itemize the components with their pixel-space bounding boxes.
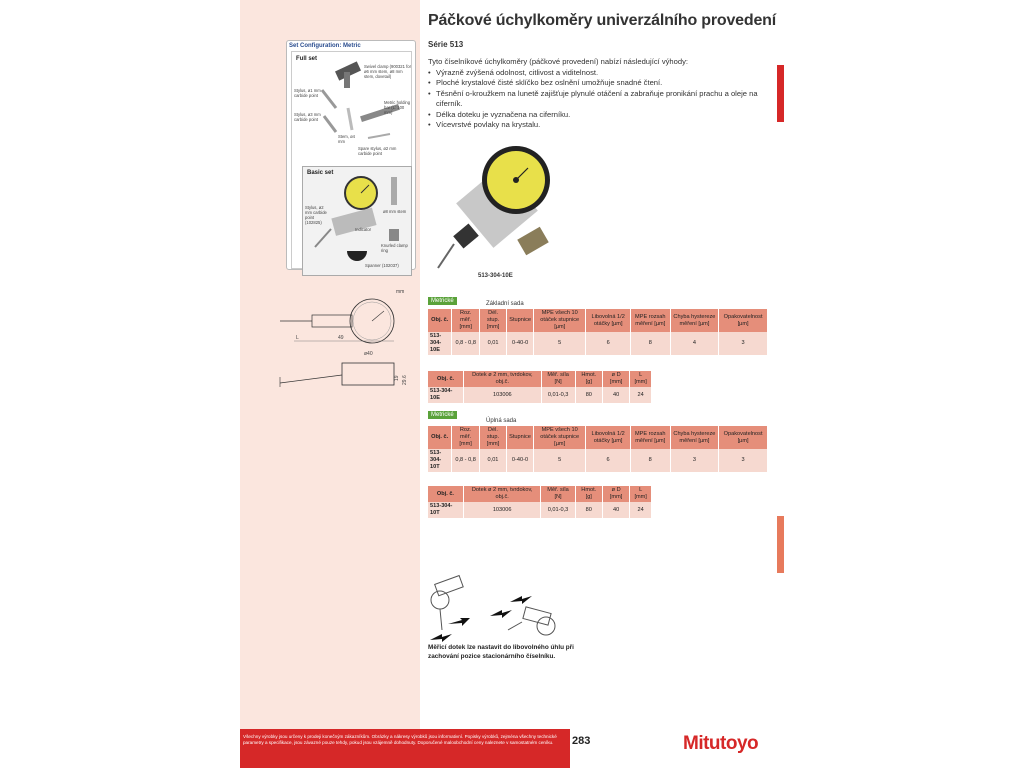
col-diameter: ø D [mm] <box>602 371 629 387</box>
col-stylus: Dotek ø 2 mm, tvrdokov, obj.č. <box>463 486 541 502</box>
col-range: Roz. měř. [mm] <box>452 309 480 332</box>
cell: 0-40-0 <box>507 449 534 472</box>
feature-item: • Vícevrstvé povlaky na krystalu. <box>428 120 773 131</box>
rotation-illustration <box>428 572 568 642</box>
col-scale: Stupnice <box>507 426 534 449</box>
basic-sub-table <box>428 371 652 403</box>
cell: 3 <box>719 332 768 355</box>
col-order-no: Obj. č. <box>428 371 464 387</box>
dim-d40: ø40 <box>364 351 373 357</box>
label-stylus-1: Stylus, ø1 mm carbide point <box>294 88 321 98</box>
feature-item: • Délka doteku je vyznačena na ciferníku. <box>428 110 773 121</box>
col-mpe-range: MPE rozsah měření [µm] <box>630 309 670 332</box>
cell: 513-304-10T <box>428 449 452 472</box>
cell: 0,01-0,3 <box>541 387 575 403</box>
col-half-rev: Libovolná 1/2 otáčky [µm] <box>586 309 630 332</box>
col-graduation: Dél. stup. [mm] <box>479 309 506 332</box>
label-stylus-2: Stylus, ø2 mm carbide point (102825) <box>305 205 327 225</box>
label-knurled-ring: Knurled clamp ring <box>381 243 408 253</box>
page-number: 283 <box>572 735 591 747</box>
series-label: Série 513 <box>428 40 464 49</box>
dim-49: 49 <box>338 335 344 341</box>
feature-list <box>428 68 773 131</box>
cell: 24 <box>630 387 652 403</box>
col-hysteresis: Chyba hystereze měření [µm] <box>670 426 719 449</box>
full-spec-table <box>428 426 768 472</box>
full-sub-table <box>428 486 652 518</box>
cell: 103006 <box>463 502 541 518</box>
cell: 5 <box>533 449 586 472</box>
basic-spec-table <box>428 309 768 355</box>
col-force: Měř. síla [N] <box>541 486 575 502</box>
col-order-no: Obj. č. <box>428 309 452 332</box>
cell: 3 <box>719 449 768 472</box>
cell: 3 <box>670 449 719 472</box>
label-holding-bar: Metric holding bar (L: 100 mm) <box>384 100 411 115</box>
footer-disclaimer: Všechny výrobky jsou určeny k prodeji konečným zákazníkům. Obrázky a nákresy výrobků jsou informativní. Popisky výrobků, zejména všechny technické parametry a specifikace, jsou závazné pouze tehdy, pokud jsou vzájemně dohodnuty. Doporučené maloobchodní ceny naleznete v samostatném ceníku. <box>243 734 557 745</box>
col-length: L [mm] <box>630 486 652 502</box>
product-photo <box>428 140 558 270</box>
product-label: 513-304-10E <box>478 273 513 279</box>
cell: 0-40-0 <box>507 332 534 355</box>
col-length: L [mm] <box>630 371 652 387</box>
table-row <box>428 387 652 403</box>
full-set-name: Úplná sada <box>486 418 517 424</box>
cell: 0,01-0,3 <box>541 502 575 518</box>
label-stem: Stem, ø4 mm <box>338 134 355 144</box>
table-header-row <box>428 309 768 332</box>
col-half-rev: Libovolná 1/2 otáčky [µm] <box>586 426 630 449</box>
label-stylus-3: Stylus, ø3 mm carbide point <box>294 112 321 122</box>
col-order-no: Obj. č. <box>428 486 463 502</box>
feature-item: • Ploché krystalové čisté sklíčko bez oslnění umožňuje snadné čtení. <box>428 78 773 89</box>
label-stem-8: ø8 mm stem <box>383 209 407 214</box>
cell: 6 <box>586 332 630 355</box>
col-force: Měř. síla [N] <box>541 371 575 387</box>
basic-set-label: Basic set <box>307 170 334 176</box>
cell: 8 <box>630 449 670 472</box>
section-tab-salmon <box>777 516 784 573</box>
table-row <box>428 502 652 518</box>
intro-lead: Tyto číselníkové úchylkoměry (páčkové provedení) nabízí následující výhody: <box>428 57 689 66</box>
technical-drawing <box>272 285 417 400</box>
col-diameter: ø D [mm] <box>602 486 629 502</box>
cell: 80 <box>575 387 602 403</box>
col-graduation: Dél. stup. [mm] <box>479 426 506 449</box>
table-row <box>428 332 768 355</box>
col-mpe-range: MPE rozsah měření [µm] <box>630 426 670 449</box>
cell: 80 <box>575 502 602 518</box>
cell: 0,01 <box>479 332 506 355</box>
label-indicator: Indicator <box>355 227 372 232</box>
table-row <box>428 449 768 472</box>
basic-set-name: Základní sada <box>486 301 524 307</box>
drawing-unit: mm <box>396 289 405 295</box>
label-spare-stylus: Spare stylus, ø2 mm carbide point <box>358 146 397 156</box>
cell: 40 <box>602 387 629 403</box>
cell: 0,8 - 0,8 <box>452 332 480 355</box>
cell: 513-304-10E <box>428 387 464 403</box>
cell: 103006 <box>464 387 541 403</box>
col-mpe-10: MPE všech 10 otáček stupnice [µm] <box>534 309 586 332</box>
cell: 24 <box>630 502 652 518</box>
dim-296: 29.6 <box>402 375 408 385</box>
cell: 0,8 - 0,8 <box>452 449 480 472</box>
tag-metric-basic: Metrické <box>428 297 457 305</box>
label-swivel-clamp: Swivel clamp (900321 for ø6 mm stem, ø8 mm stem, dovetail) <box>364 64 412 79</box>
table-header-row <box>428 486 652 502</box>
set-configuration-box <box>286 40 416 270</box>
cell: 513-304-10E <box>428 332 452 355</box>
col-repeatability: Opakovatelnost [µm] <box>719 309 768 332</box>
col-mass: Hmot. [g] <box>575 486 602 502</box>
col-order-no: Obj. č. <box>428 426 452 449</box>
col-range: Roz. měř. [mm] <box>452 426 480 449</box>
set-config-header: Set Configuration: Metric <box>289 43 361 49</box>
full-set-panel <box>291 51 412 269</box>
brand-logo: Mitutoyo <box>683 733 759 754</box>
section-tab-red <box>777 65 784 122</box>
col-mpe-10: MPE všech 10 otáček stupnice [µm] <box>533 426 586 449</box>
col-scale: Stupnice <box>507 309 534 332</box>
rotation-caption: Měřicí dotek lze nastavit do libovolného úhlu při zachování pozice stacionárního číselníku. <box>428 644 574 660</box>
cell: 5 <box>534 332 586 355</box>
page-title: Páčkové úchylkoměry univerzálního provedení <box>428 12 776 29</box>
tag-metric-full: Metrické <box>428 411 457 419</box>
col-repeatability: Opakovatelnost [µm] <box>719 426 768 449</box>
col-stylus: Dotek ø 2 mm, tvrdokov, obj.č. <box>464 371 541 387</box>
dim-19: 19 <box>394 375 400 381</box>
col-hysteresis: Chyba hystereze měření [µm] <box>670 309 718 332</box>
full-set-label: Full set <box>296 56 318 62</box>
cell: 4 <box>670 332 718 355</box>
intro-text <box>428 57 773 131</box>
feature-item: • Těsnění o-kroužkem na lunetě zajišťuje plynulé otáčení a zabraňuje pronikání prachu a oleje na ciferník. <box>428 89 773 110</box>
dim-l: L <box>296 335 299 341</box>
cell: 0,01 <box>479 449 506 472</box>
cell: 6 <box>586 449 630 472</box>
basic-set-panel <box>302 166 412 276</box>
label-spanner: Spanner (102037) <box>365 263 399 268</box>
table-header-row <box>428 426 768 449</box>
col-mass: Hmot. [g] <box>575 371 602 387</box>
feature-item: • Výrazně zvýšená odolnost, citlivost a viditelnost. <box>428 68 773 79</box>
cell: 40 <box>602 502 629 518</box>
cell: 513-304-10T <box>428 502 463 518</box>
table-header-row <box>428 371 652 387</box>
cell: 8 <box>630 332 670 355</box>
